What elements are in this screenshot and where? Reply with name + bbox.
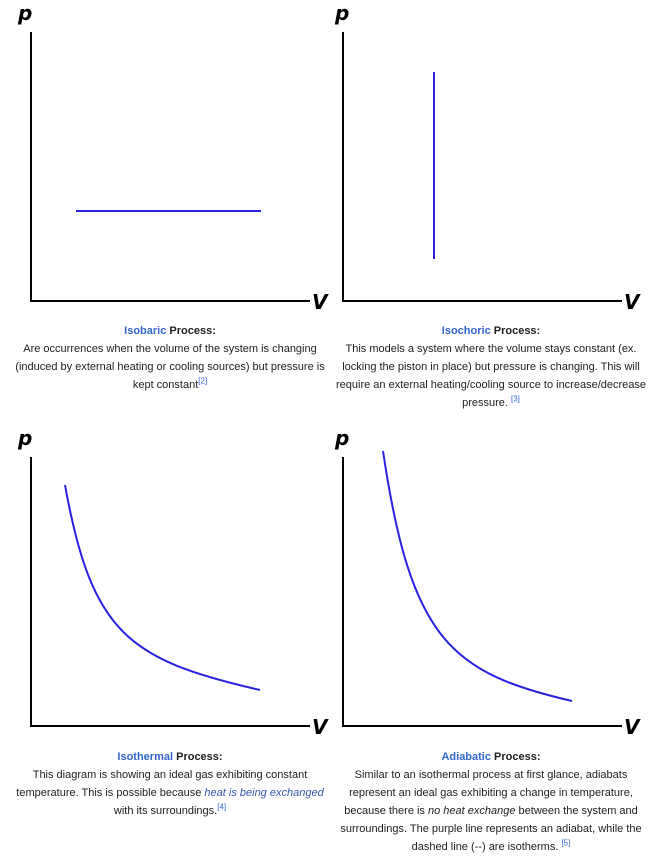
v-axis-label: V (312, 715, 328, 739)
v-axis-label: V (312, 290, 328, 314)
axes (343, 457, 622, 726)
isotherm-curve (65, 485, 260, 690)
adiabat-curve (383, 451, 572, 701)
p-axis-label: p (18, 426, 33, 450)
axes (343, 32, 622, 301)
caption-title (331, 748, 651, 766)
caption-title (10, 748, 330, 766)
caption-text: Similar to an isothermal process at first glance, adiabats represent an ideal gas exhibiting a change in temperature, because there is (344, 769, 633, 817)
v-axis-label: V (624, 290, 640, 314)
caption-title-rest: Process: (173, 751, 223, 763)
p-axis-label: p (335, 426, 350, 450)
reference-link[interactable]: [5] (561, 838, 571, 848)
p-axis-label: p (18, 1, 33, 25)
isochoric-caption (331, 322, 651, 412)
isochoric-plot (331, 0, 651, 320)
isobaric-plot (10, 0, 330, 320)
isobaric-link[interactable]: Isobaric (124, 325, 167, 337)
caption-text: This models a system where the volume stays constant (ex. locking the piston in place) but pressure is changing. This will require an external heating/cooling source to increase/decrease pressure. (335, 343, 647, 409)
caption-title-rest: Process: (490, 751, 541, 763)
heat-exchange-link[interactable]: heat is being exchanged (204, 787, 324, 799)
caption-title-rest: Process: (490, 325, 541, 337)
adiabatic-caption (331, 748, 651, 856)
v-axis-label: V (624, 715, 640, 739)
caption-text-end: between the system and surroundings. The purple line represents an adiabat, while the dashed line (--) are isotherms. (340, 805, 642, 853)
no-heat-exchange-text: no heat exchange (428, 805, 516, 817)
adiabatic-plot (331, 425, 651, 745)
axes (31, 32, 310, 301)
adiabatic-link[interactable]: Adiabatic (441, 751, 491, 763)
isothermal-caption (10, 748, 330, 820)
caption-title (10, 322, 330, 340)
p-axis-label: p (335, 1, 350, 25)
caption-title-rest: Process: (166, 325, 216, 337)
caption-title (331, 322, 651, 340)
caption-text: Are occurrences when the volume of the system is changing (induced by external heating or cooling sources) but pressure is kept constant (15, 343, 325, 391)
reference-link[interactable]: [3] (511, 394, 520, 404)
isothermal-link[interactable]: Isothermal (117, 751, 174, 763)
axes (31, 457, 310, 726)
caption-text: This diagram is showing an ideal gas exhibiting constant temperature. This is possible because (16, 769, 308, 799)
reference-link[interactable]: [2] (198, 376, 208, 386)
isochoric-link[interactable]: Isochoric (441, 325, 491, 337)
isobaric-caption (10, 322, 330, 394)
caption-text-end: with its surroundings. (113, 805, 218, 817)
isothermal-plot (10, 425, 330, 745)
reference-link[interactable]: [4] (217, 802, 227, 812)
